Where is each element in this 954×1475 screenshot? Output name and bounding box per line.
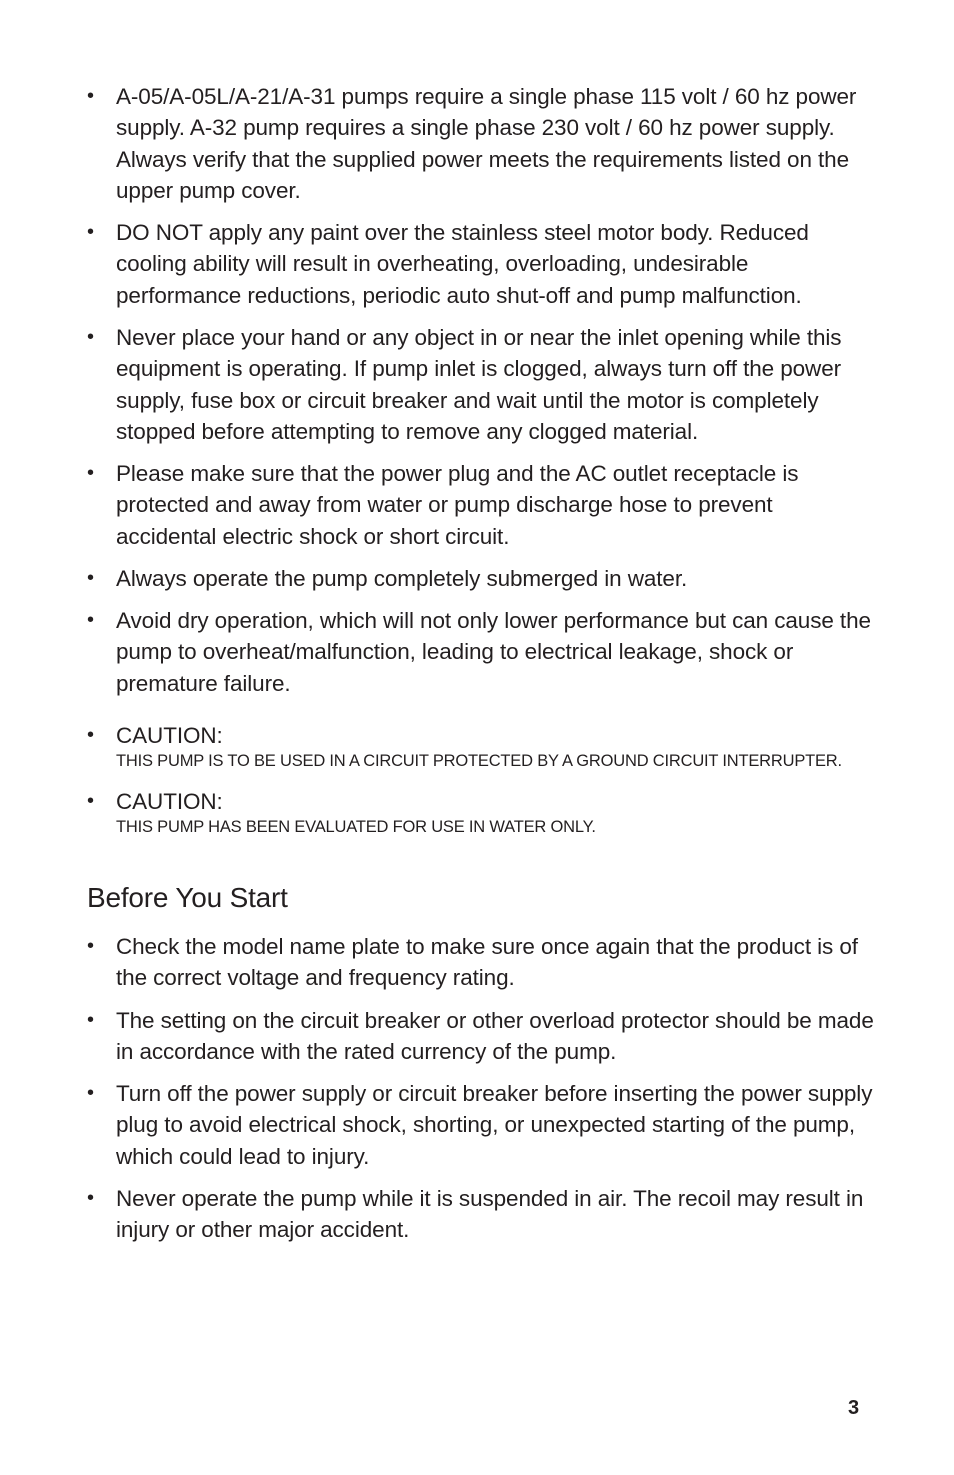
warning-item <box>87 217 877 311</box>
list-item-text: Turn off the power supply or circuit breaker before inserting the power supply plug to avoid electrical shock, shorting, or unexpected starting of the pump, which could lead to injury. <box>116 1081 873 1169</box>
warning-text: Avoid dry operation, which will not only lower performance but can cause the pump to overheat/malfunction, leading to electrical leakage, shock or premature failure. <box>116 608 871 696</box>
warning-item <box>87 563 687 594</box>
bullet: • <box>87 935 94 957</box>
warning-text: DO NOT apply any paint over the stainless steel motor body. Reduced cooling ability will result in overheating, overloading, undesirable performance reductions, periodic auto shut-off and pump malfunction. <box>116 220 809 308</box>
list-item <box>87 931 877 994</box>
list-item <box>87 1183 877 1246</box>
warning-item <box>87 81 877 206</box>
caution-title: CAUTION: <box>116 723 223 748</box>
warning-text: A-05/A-05L/A-21/A-31 pumps require a single phase 115 volt / 60 hz power supply. A-32 pump requires a single phase 230 volt / 60 hz power supply. Always verify that the supplied power meets the requirements listed on the upper pump cover. <box>116 84 857 203</box>
bullet: • <box>87 567 94 589</box>
caution-title: CAUTION: <box>116 789 223 814</box>
list-item <box>87 1078 877 1172</box>
caution-text: THIS PUMP HAS BEEN EVALUATED FOR USE IN WATER ONLY. <box>116 818 596 836</box>
warning-item <box>87 322 877 447</box>
warning-text: Always operate the pump completely submerged in water. <box>116 566 688 591</box>
section-heading: Before You Start <box>87 882 288 913</box>
page-number: 3 <box>848 1397 860 1419</box>
caution-text: THIS PUMP IS TO BE USED IN A CIRCUIT PROTECTED BY A GROUND CIRCUIT INTERRUPTER. <box>116 752 842 770</box>
bullet: • <box>87 724 94 746</box>
bullet: • <box>87 85 94 107</box>
bullet: • <box>87 326 94 348</box>
list-item <box>87 1005 877 1068</box>
bullet: • <box>87 462 94 484</box>
bullet: • <box>87 1082 94 1104</box>
bullet: • <box>87 1187 94 1209</box>
list-item-text: Never operate the pump while it is suspended in air. The recoil may result in injury or other major accident. <box>116 1186 864 1243</box>
warning-item <box>87 458 877 552</box>
list-item-text: Check the model name plate to make sure once again that the product is of the correct voltage and frequency rating. <box>116 934 858 991</box>
bullet: • <box>87 1009 94 1031</box>
bullet: • <box>87 790 94 812</box>
warning-text: Never place your hand or any object in or near the inlet opening while this equipment is operating. If pump inlet is clogged, always turn off the power supply, fuse box or circuit breaker and wait until the motor is completely stopped before attempting to remove any clogged material. <box>116 325 842 444</box>
caution-item <box>87 786 596 837</box>
warning-text: Please make sure that the power plug and the AC outlet receptacle is protected and away from water or pump discharge hose to prevent accidental electric shock or short circuit. <box>116 461 799 549</box>
caution-item <box>87 720 842 771</box>
list-item-text: The setting on the circuit breaker or other overload protector should be made in accordance with the rated currency of the pump. <box>116 1008 874 1065</box>
bullet: • <box>87 221 94 243</box>
bullet: • <box>87 609 94 631</box>
warning-item <box>87 605 877 699</box>
